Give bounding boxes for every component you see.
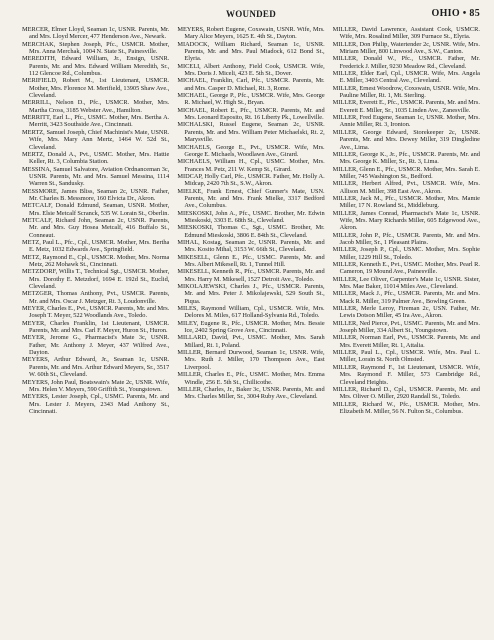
casualty-entry: MILEY, Eugene R., Pfc., USMCR. Mother, Mrs. Bessie Ice, 2402 Spring Grove Ave., Cincinnati. — [177, 319, 325, 335]
casualty-entry: MEYERS, Arthur Edward, Jr., Seaman 1c, USNR. Parents, Mr. and Mrs. Arthur Edward Meyers, Sr., 3517 W. 60th St., Cleveland. — [22, 356, 170, 379]
state-name: OHIO — [431, 8, 460, 19]
casualty-entry: MIKOLAJEWSKI, Charles J., Pfc., USMCR. Parents, Mr. and Mrs. Peter J. Mikolajewski, 529 South St., Piqua. — [177, 283, 325, 305]
casualty-entry: MILLER, Richard D., Cpl., USMCR. Parents, Mr. and Mrs. Oliver O. Miller, 2920 Randall St., Toledo. — [332, 385, 480, 401]
casualty-entry: MERRITT, Earl L., Pfc., USMC. Mother, Mrs. Bertha A. Merritt, 3423 Southside Ave., Cincinnati. — [22, 114, 170, 129]
casualty-entry: MILLER, Norman Earl, Pvt., USMCR. Parents, Mr. and Mrs. Everett Miller, Rt. 1, Attalia. — [332, 334, 480, 349]
casualty-entry: MICHAELS, George E., Pvt., USMCR. Wife, Mrs. George E. Michaels, Woodlawn Ave., Girard. — [177, 143, 325, 158]
casualty-entry: MESSMORE, James Bliss, Seaman 2c, USNR. Father, Mr. Charles B. Messmore, 160 Elvicta Dr., Akron. — [22, 187, 170, 202]
casualty-entry: METZ, Paul L., Pfc., Cpl., USMCR. Mother, Mrs. Bertha E. Metz, 1032 Edwards Ave., Springfield. — [22, 238, 170, 254]
casualty-entry: MILLER, Merle Leroy, Fireman 2c, USN. Father, Mr. Lewis Dotson Miller, 45 Ira Ave., Akron. — [332, 305, 480, 320]
casualty-entry: MICHALSKI, Russel Eugene, Seaman 2c, USNR. Parents, Mr. and Mrs. William Peter Michaelski, Rt. 2, Marysville. — [177, 121, 325, 144]
casualty-entry: METZGER, Thomas Anthony, Pvt., USMCR. Parents, Mr. and Mrs. Oscar J. Metzger, Rt. 3, Loudonville. — [22, 290, 170, 305]
casualty-entry: MILLER, Charles E., Pfc., USMC. Mother, Mrs. Emma Windle, 256 E. 5th St., Chillicothe. — [177, 371, 325, 386]
casualty-entry: MERCER, Elmer Lloyd, Seaman 1c, USNR. Parents, Mr. and Mrs. Lloyd Mercer, 477 Henderson Ave., Newark. — [22, 26, 170, 41]
casualty-entry: MILLER, James Conrad, Pharmacist's Mate 1c, USNR. Wife, Mrs. Mary Richards Miller, 605 Edgewood Ave., Akron. — [332, 209, 480, 232]
casualty-entry: MEYER, Charles Franklin, 1st Lieutenant, USMCR. Parents, Mr. and Mrs. Carl F. Meyer, Huron St., Huron. — [22, 319, 170, 335]
casualty-entry: MEYER, Jerome G., Pharmacist's Mate 3c, USNR. Father, Mr. Anthony J. Meyer, 437 Wilfred Ave., Dayton. — [22, 334, 170, 357]
casualty-entry: MILLER, Charles, Jr., Baker 3c, USNR. Parents, Mr. and Mrs. Charles Miller, Sr., 3004 Ruby Ave., Cleveland. — [177, 385, 325, 401]
casualty-entry: MEREDITH, Edward William, Jr., Ensign, USNR. Parents, Mr. and Mrs. Edward William Meredith, Sr., 112 Glencoe Rd., Columbus. — [22, 55, 170, 78]
casualty-entry: METCALF, Richard John, Seaman 2c, USNR. Parents, Mr. and Mrs. Guy Hosea Metcalf, 416 Buffalo St., Conneaut. — [22, 216, 170, 239]
casualty-entry: MILLER, Ned Pierce, Pvt., USMC. Parents, Mr. and Mrs. Joseph Miller, 334 Albert St., Youngstown. — [332, 319, 480, 335]
casualty-entry: MERCHAK, Stephen Joseph, Pfc., USMCR. Mother, Mrs. Anna Merchak, 1004 N. State St., Painesville. — [22, 40, 170, 56]
casualty-entry: MILLER, Raymond F., 1st Lieutenant, USMCR. Wife, Mrs. Raymond F. Miller, 573 Cambridge Rd., Cleveland Heights. — [332, 363, 480, 386]
casualty-entry: MICHAELS, William H., Cpl., USMC. Mother, Mrs. Frances M. Petz, 211 W. Kemp St., Girard. — [177, 158, 325, 173]
casualty-entry: MERTZ, Donald A., Pvt., USMC. Mother, Mrs. Hattie Keller, Rt. 3, Columbia Station. — [22, 150, 170, 166]
page-number: 85 — [469, 8, 480, 19]
casualty-entry: MIDCAP, Holly Carl, Pfc., USMCR. Father, Mr. Holly A. Midcap, 2420 7th St., S.W., Akron. — [177, 172, 325, 188]
casualty-entry: MIKESELL, Kenneth R., Pfc., USMCR. Parents, Mr. and Mrs. Harry M. Mikesell, 1527 Detroit Ave., Toledo. — [177, 268, 325, 283]
casualty-entry: MILLER, Jack M., Pfc., USMCR. Mother, Mrs. Mamie Miller, 17 N. Rowland St., Middleburg. — [332, 194, 480, 210]
casualty-entry: MEYERS, John Paul, Boatswain's Mate 2c, USNR. Wife, Mrs. Helen V. Meyers, 590 Griffith St., Youngstown. — [22, 378, 170, 393]
casualty-entry: MIKESELL, Glenn E., Pfc., USMC. Parents, Mr. and Mrs. Albert Mikesell, Rt. 1, Tunnel Hill. — [177, 253, 325, 268]
column-3 — [333, 26, 480, 632]
casualty-entry: MERTZ, Samuel Joseph, Chief Machinist's Mate, USNR. Wife, Mrs. Mary Ann Mertz, 1464 W. 52d St., Cleveland. — [22, 128, 170, 151]
casualty-entry: MICELI, Albert Anthony, Field Cook, USMCR. Wife, Mrs. Doris J. Miceli, 423 E. 5th St., Dover. — [177, 62, 325, 78]
roster-columns — [22, 26, 480, 632]
column-1 — [22, 26, 169, 632]
header-right — [432, 8, 480, 19]
casualty-entry: MILLER, Glenn E., Pfc., USMCR. Mother, Mrs. Sarah E. Miller, 745 Washington St., Bedford. — [332, 165, 480, 180]
casualty-entry: MILLER, Fred Eugene, Seaman 1c, USNR. Mother, Mrs. Annie Miller, Rt. 3, Ironton. — [332, 114, 480, 129]
casualty-entry: MERRILL, Nelson D., Pfc., USMCR. Mother, Mrs. Martha Cross, 3185 Webster Ave., Hamilton. — [22, 99, 170, 114]
casualty-entry: MIELKE, Frank Ernest, Chief Gunner's Mate, USN. Parents, Mr. and Mrs. Frank Mielke, 3317 Bedford Ave., Columbus. — [177, 187, 325, 210]
page-header — [22, 8, 480, 22]
casualty-entry: MICHAEL, Robert E., Pfc., USMCR. Parents, Mr. and Mrs. Leonard Esposito, Rt. 16 Liberty Pk., Lowellville. — [177, 106, 325, 122]
casualty-entry: MERIFIELD, Robert M., 1st Lieutenant, USMCR. Mother, Mrs. Florence M. Merifield, 13905 Shaw Ave., Cleveland. — [22, 77, 170, 100]
casualty-entry: METZDORF, Willis T., Technical Sgt., USMCR. Mother, Mrs. Dorothy E. Metzdorf, 1694 E. 192d St., Euclid, Cleveland. — [22, 268, 170, 291]
casualty-entry: MEYERS, Lester Joseph, Cpl., USMC. Parents, Mr. and Mrs. Lester J. Meyers, 2343 Mad Anthony St., Cincinnati. — [22, 393, 170, 415]
casualty-entry: MILLER, Joseph P., Cpl., USMC. Mother, Mrs. Sophie Miller, 1229 Hill St., Toledo. — [332, 246, 480, 261]
section-title: WOUNDED — [225, 9, 277, 19]
casualty-entry: MIESKOSKI, John A., Pfc., USMC. Brother, Mr. Edwin Mieskoski, 3303 E. 68th St., Cleveland. — [177, 209, 325, 224]
casualty-entry: MILLER, Richard W., Pfc., USMCR. Mother, Mrs. Elizabeth M. Miller, 56 N. Fulton St., Columbus. — [332, 400, 480, 415]
casualty-entry: MILLER, Ernest Woodrow, Coxswain, USNR. Wife, Mrs. Pauline Miller, Rt. 1, Mt. Sterling. — [332, 84, 480, 100]
casualty-entry: MESSINA, Samuel Salvatore, Aviation Ordnanceman 3c, USNR. Parents, Mr. and Mrs. Samuel Messina, 1114 Warren St., Sandusky. — [22, 165, 170, 188]
casualty-entry: MILLER, Mack J., Pfc., USMCR. Parents, Mr. and Mrs. Mack R. Miller, 319 Palmer Ave., Bowling Green. — [332, 290, 480, 305]
casualty-entry: MILLER, David Lawrence, Assistant Cook, USMCR. Wife, Mrs. Rosalind Miller, 309 Furnace St., Elyria. — [332, 26, 480, 41]
casualty-entry: MILLER, Paul L., Cpl., USMCR. Wife, Mrs. Paul L. Miller, Lorain St. North Olmsted. — [332, 349, 480, 364]
casualty-entry: MILLER, John P., Pfc., USMCR. Parents, Mr. and Mrs. Jacob Miller, Sr., 1 Pleasant Plains. — [332, 231, 480, 246]
casualty-entry: MILLER, Donald W., Pfc., USMCR. Father, Mr. Frederick J. Miller, 9230 Meadow Rd., Cleveland. — [332, 55, 480, 70]
casualty-entry: MILLER, Herbert Alfred, Pvt., USMCR. Wife, Mrs. Allison M. Miller, 398 East Ave., Akron. — [332, 180, 480, 195]
column-2 — [177, 26, 324, 632]
casualty-entry: METZ, Raymond E., Cpl., USMCR. Mother, Mrs. Norma Metz, 262 Mohawk St., Cincinnati. — [22, 253, 170, 268]
casualty-entry: MEYERS, Robert Eugene, Coxswain, USNR. Wife, Mrs. Mary Alice Meyers, 1625 E. 4th St., Dayton. — [177, 26, 325, 41]
casualty-entry: MEYER, Charles E., Pvt., USMCR. Parents, Mr. and Mrs. Joseph T. Meyer, 522 Woodlands Ave., Toledo. — [22, 305, 170, 320]
casualty-entry: MICHAEL, George P., Pfc., USMCR. Wife, Mrs. George R. Michael, W. High St., Bryan. — [177, 92, 325, 107]
casualty-entry: METCALF, Donald Edmund, Seaman, USNR. Mother, Mrs. Elsie Metcalf Scranck, 535 W. Lorain St., Oberlin. — [22, 202, 170, 217]
casualty-entry: MILLER, George Edward, Storekeeper 2c, USNR. Parents, Mr. and Mrs. Dewey Miller, 319 Dingledine Ave., Lima. — [332, 128, 480, 151]
casualty-entry: MICHAEL, Franklin, Carl, Pfc., USMCR. Parents, Mr. and Mrs. Casper D. Michael, Rt. 3, Rome. — [177, 77, 325, 92]
casualty-entry: MILES, Raymond William, Cpl., USMCR. Wife, Mrs. Delores M. Miles, 617 Holland-Sylvania Rd., Toledo. — [177, 305, 325, 320]
casualty-entry: MILLER, Lee Oliver, Carpenter's Mate 1c, USNR. Sister, Mrs. Mae Baker, 11014 Miles Ave., Cleveland. — [332, 275, 480, 291]
casualty-entry: MILLARD, David, Pvt., USMC. Mother, Mrs. Sarah Millard, Rt. 1, Poland. — [177, 334, 325, 349]
casualty-entry: MIADOCK, William Richard, Seaman 1c, USNR. Parents, Mr. and Mrs. Paul Miadock, 612 Bond St., Elyria. — [177, 40, 325, 63]
casualty-entry: MILLER, Bernard Durwood, Seaman 1c, USNR. Wife, Mrs. Ruth J. Miller, 170 Thompson Ave., East Liverpool. — [177, 349, 325, 371]
header-bullet: • — [462, 8, 467, 19]
casualty-entry: MILLER, Elder Earl, Cpl., USMCR. Wife, Mrs. Angela E. Miller, 3403 Central Ave., Cleveland. — [332, 70, 480, 85]
casualty-entry: MILLER, Everett E., Pfc., USMCR. Parents, Mr. and Mrs. Everett E. Miller, Sr., 1035 Linden Ave., Zanesville. — [332, 99, 480, 114]
casualty-entry: MIESKOSKI, Thomas C., Sgt., USMC. Brother, Mr. Edmund Mieskoski, 3806 E. 84th St., Cleveland. — [177, 224, 325, 239]
casualty-entry: MILLER, George K., Jr., Pfc., USMCR. Parents, Mr. and Mrs. George K. Miller, Sr., Rt. 3, Lima. — [332, 150, 480, 166]
casualty-entry: MILLER, Kenneth E., Pvt., USMC. Mother, Mrs. Pearl R. Cameron, 19 Mound Ave., Painesville. — [332, 261, 480, 276]
casualty-entry: MIHAL, Kostag, Seaman 2c, USNR. Parents, Mr. and Mrs. Kosito Mihal, 3153 W. 66th St., Cleveland. — [177, 238, 325, 254]
casualty-entry: MILLER, Don Philip, Watertender 2c, USNR. Wife, Mrs. Miriam Miller, 800 Linwood Ave., S.W., Canton. — [332, 40, 480, 56]
